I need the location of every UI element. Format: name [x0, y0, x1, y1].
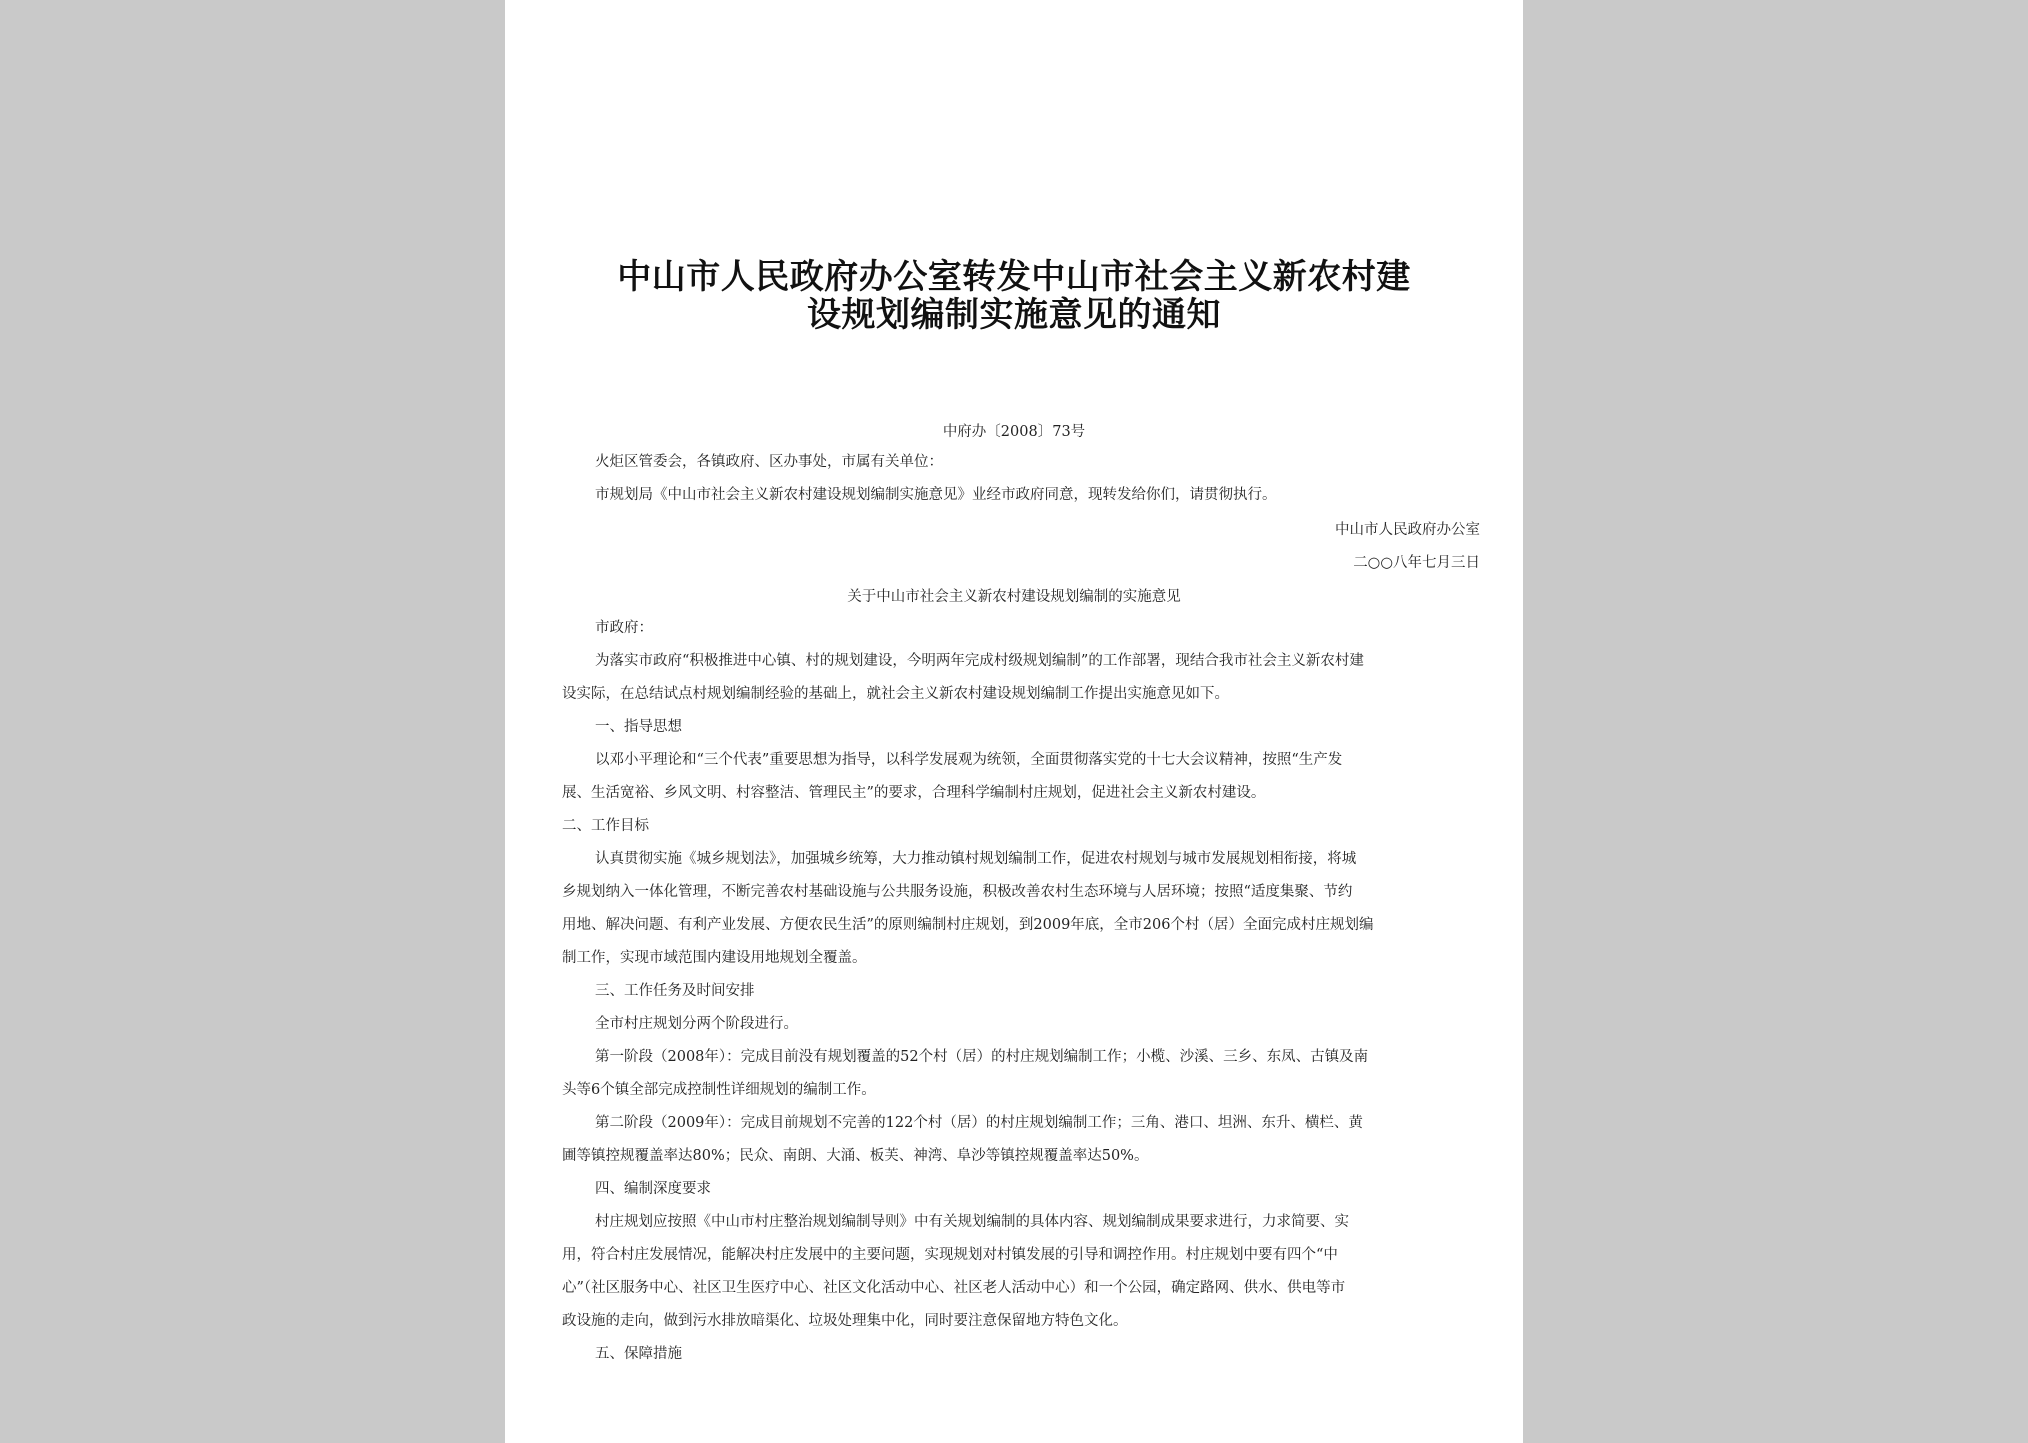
- section-text: 以邓小平理论和“三个代表”重要思想为指导，以科学发展观为统领，全面贯彻落实党的十七大会议精神，按照“生产发: [595, 752, 1343, 768]
- section-text: 制工作，实现市域范围内建设用地规划全覆盖。: [562, 950, 867, 966]
- section-text: 展、生活宽裕、乡风文明、村容整洁、管理民主”的要求，合理科学编制村庄规划，促进社会主义新农村建设。: [562, 785, 1266, 801]
- section-heading: 一、指导思想: [595, 719, 682, 735]
- forward-text: 市规划局《中山市社会主义新农村建设规划编制实施意见》业经市政府同意，现转发给你们，请贯彻执行。: [595, 487, 1277, 503]
- phase-line: 第一阶段（2008年）：完成目前没有规划覆盖的52个村（居）的村庄规划编制工作；小榄、沙溪、三乡、东凤、古镇及南: [595, 1049, 1369, 1065]
- section-heading: 二、工作目标: [562, 818, 649, 834]
- title-line: 中山市人民政府办公室转发中山市社会主义新农村建: [617, 257, 1411, 297]
- phase-line: 圃等镇控规覆盖率达80%；民众、南朗、大涌、板芙、神湾、阜沙等镇控规覆盖率达50%。: [562, 1148, 1149, 1164]
- doc-number: 中府办〔2008〕73号: [942, 424, 1086, 440]
- section-text: 心”（社区服务中心、社区卫生医疗中心、社区文化活动中心、社区老人活动中心）和一个公园，确定路网、供水、供电等市: [562, 1280, 1346, 1296]
- section-text: 政设施的走向，做到污水排放暗渠化、垃圾处理集中化，同时要注意保留地方特色文化。: [562, 1313, 1128, 1329]
- section-text: 用，符合村庄发展情况，能解决村庄发展中的主要问题，实现规划对村镇发展的引导和调控作用。村庄规划中要有四个“中: [562, 1247, 1338, 1263]
- issuer: 中山市人民政府办公室: [1335, 522, 1480, 538]
- section-heading: 五、保障措施: [595, 1346, 682, 1362]
- section-text: 村庄规划应按照《中山市村庄整治规划编制导则》中有关规划编制的具体内容、规划编制成果要求进行，力求简要、实: [595, 1214, 1349, 1230]
- document-page: [505, 0, 1523, 1443]
- subtitle: 关于中山市社会主义新农村建设规划编制的实施意见: [847, 589, 1181, 605]
- section-heading: 三、工作任务及时间安排: [595, 983, 755, 999]
- document-title: [595, 258, 1433, 334]
- title-line: 设规划编制实施意见的通知: [807, 295, 1221, 335]
- intro-line: 设实际，在总结试点村规划编制经验的基础上，就社会主义新农村建设规划编制工作提出实施意见如下。: [562, 686, 1229, 702]
- issue-date: 二○○八年七月三日: [1353, 555, 1480, 571]
- phase-line: 头等6个镇全部完成控制性详细规划的编制工作。: [562, 1082, 876, 1098]
- phase-line: 第二阶段（2009年）：完成目前规划不完善的122个村（居）的村庄规划编制工作；三角、港口、坦洲、东升、横栏、黄: [595, 1115, 1363, 1131]
- section-text: 认真贯彻实施《城乡规划法》，加强城乡统筹，大力推动镇村规划编制工作，促进农村规划与城市发展规划相衔接，将城: [595, 851, 1357, 867]
- salutation: 市政府：: [595, 620, 653, 636]
- addressee: 火炬区管委会，各镇政府、区办事处，市属有关单位：: [595, 454, 943, 470]
- section-text: 乡规划纳入一体化管理，不断完善农村基础设施与公共服务设施，积极改善农村生态环境与人居环境；按照“适度集聚、节约: [562, 884, 1353, 900]
- section-text: 用地、解决问题、有利产业发展、方便农民生活”的原则编制村庄规划，到2009年底，全市206个村（居）全面完成村庄规划编: [562, 917, 1374, 933]
- intro-line: 为落实市政府“积极推进中心镇、村的规划建设，今明两年完成村级规划编制”的工作部署，现结合我市社会主义新农村建: [595, 653, 1364, 669]
- section-heading: 四、编制深度要求: [595, 1181, 711, 1197]
- section-text: 全市村庄规划分两个阶段进行。: [595, 1016, 798, 1032]
